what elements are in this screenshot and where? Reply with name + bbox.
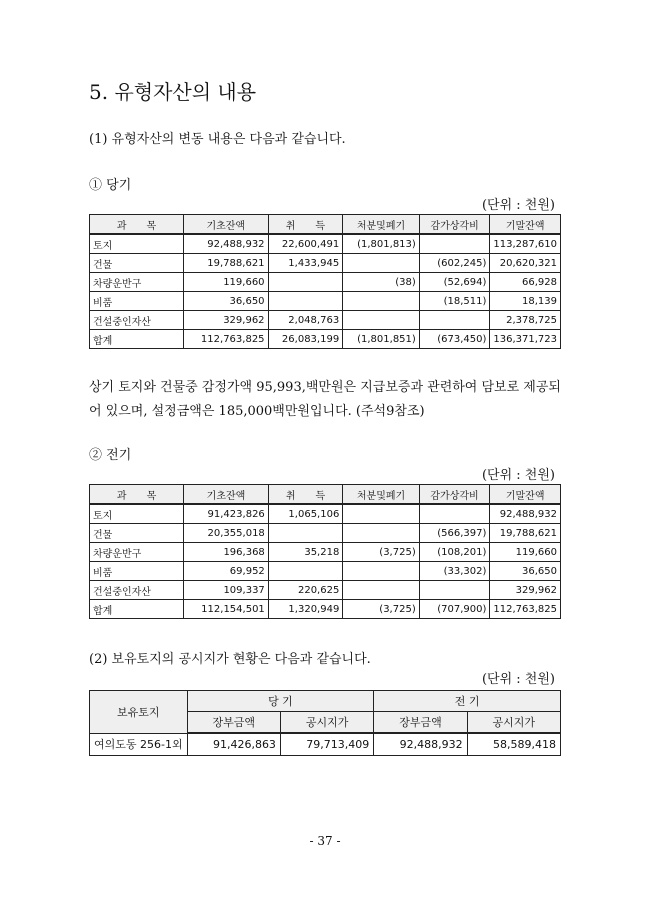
table-row: [90, 581, 561, 600]
current-unit-label: (단위 : 천원): [481, 198, 555, 213]
table-cell: 35,218: [268, 543, 343, 562]
col-header: 기초잔액: [184, 215, 269, 235]
prior-asset-table: [89, 484, 561, 619]
table-cell: 92,488,932: [374, 733, 467, 756]
table-cell: [343, 311, 420, 330]
table-row: [90, 234, 561, 254]
table-cell: 329,962: [490, 581, 561, 600]
col-header: 처분및폐기: [343, 485, 419, 505]
table-row: [90, 600, 561, 619]
table-cell: 92,488,932: [490, 504, 561, 524]
col-header: 기말잔액: [490, 215, 561, 235]
table-cell: [419, 311, 490, 330]
table-cell: 92,488,932: [184, 234, 269, 254]
table-cell: 차량운반구: [90, 543, 184, 562]
table-cell: (602,245): [419, 254, 490, 273]
current-period-label: ① 당기: [89, 178, 132, 193]
table-cell: 18,139: [490, 292, 561, 311]
table-cell: 69,952: [184, 562, 269, 581]
table-cell: 비품: [90, 292, 184, 311]
prior-unit-label: (단위 : 천원): [481, 468, 555, 483]
table-cell: 91,423,826: [184, 504, 269, 524]
table-cell: 1,065,106: [268, 504, 343, 524]
col-header: 기말잔액: [490, 485, 561, 505]
table-cell: 19,788,621: [490, 524, 561, 543]
col-header: 과 목: [90, 485, 184, 505]
table-cell: [419, 504, 490, 524]
table-cell: 22,600,491: [268, 234, 343, 254]
col-header: 감가상각비: [419, 215, 490, 235]
table-cell: [268, 292, 343, 311]
table-cell: 19,788,621: [184, 254, 269, 273]
col-header: 기초잔액: [184, 485, 269, 505]
col-header-prior: 전 기: [374, 691, 561, 712]
section-heading: 5. 유형자산의 내용: [89, 80, 257, 104]
table-cell: (38): [343, 273, 420, 292]
col-header-official: 공시지가: [280, 712, 373, 734]
table-cell: [343, 524, 419, 543]
col-header-book: 장부금액: [374, 712, 467, 734]
collateral-note: 상기 토지와 건물중 감정가액 95,993,백만원은 지급보증과 관련하여 담보로 제공되어 있으며, 설정금액은 185,000백만원입니다. (주석9참조): [89, 380, 561, 419]
table-cell: 36,650: [184, 292, 269, 311]
land-intro-text: (2) 보유토지의 공시지가 현황은 다음과 같습니다.: [89, 652, 371, 667]
table-cell: 2,048,763: [268, 311, 343, 330]
table-cell: 차량운반구: [90, 273, 184, 292]
table-cell: (3,725): [343, 600, 419, 619]
land-price-table: [89, 690, 561, 756]
page-number: - 37 -: [309, 834, 341, 848]
table-cell: 합계: [90, 600, 184, 619]
table-cell: [419, 234, 490, 254]
table-cell: 79,713,409: [280, 733, 373, 756]
col-header-book: 장부금액: [187, 712, 280, 734]
intro-text: (1) 유형자산의 변동 내용은 다음과 같습니다.: [89, 132, 346, 147]
table-cell: 건물: [90, 254, 184, 273]
table-cell: 112,154,501: [184, 600, 269, 619]
table-row: [90, 562, 561, 581]
col-header: 감가상각비: [419, 485, 490, 505]
table-cell: 36,650: [490, 562, 561, 581]
table-cell: [343, 292, 420, 311]
table-cell: [268, 273, 343, 292]
table-cell: 토지: [90, 234, 184, 254]
table-cell: 329,962: [184, 311, 269, 330]
table-cell: (1,801,851): [343, 330, 420, 349]
table-header-row: [90, 485, 561, 505]
table-cell: (52,694): [419, 273, 490, 292]
table-cell: 91,426,863: [187, 733, 280, 756]
table-cell: [343, 581, 419, 600]
table-cell: 건물: [90, 524, 184, 543]
table-cell: [343, 504, 419, 524]
prior-period-label: ② 전기: [89, 448, 132, 463]
table-row: [90, 330, 561, 349]
table-cell: 196,368: [184, 543, 269, 562]
table-cell: [343, 254, 420, 273]
table-cell: [343, 562, 419, 581]
table-cell: (707,900): [419, 600, 490, 619]
table-cell: 119,660: [490, 543, 561, 562]
table-cell: 20,355,018: [184, 524, 269, 543]
table-cell: 26,083,199: [268, 330, 343, 349]
table-cell: (673,450): [419, 330, 490, 349]
table-row: [90, 543, 561, 562]
land-unit-label: (단위 : 천원): [481, 672, 555, 687]
table-header-row: [90, 215, 561, 235]
table-cell: (108,201): [419, 543, 490, 562]
table-cell: (18,511): [419, 292, 490, 311]
table-cell: 1,320,949: [268, 600, 343, 619]
table-row: [90, 254, 561, 273]
table-cell: [419, 581, 490, 600]
table-cell: 119,660: [184, 273, 269, 292]
table-cell: 합계: [90, 330, 184, 349]
col-header-official: 공시지가: [467, 712, 560, 734]
col-header-current: 당 기: [187, 691, 374, 712]
table-cell: 58,589,418: [467, 733, 560, 756]
table-cell: 20,620,321: [490, 254, 561, 273]
table-cell: 66,928: [490, 273, 561, 292]
table-row: [90, 733, 561, 756]
table-header-row: [90, 691, 561, 712]
table-cell: (566,397): [419, 524, 490, 543]
table-cell: [268, 524, 343, 543]
col-header: 과 목: [90, 215, 184, 235]
current-asset-table: [89, 214, 561, 349]
table-cell: 220,625: [268, 581, 343, 600]
table-cell: 여의도동 256-1외: [90, 733, 188, 756]
col-header: 처분및폐기: [343, 215, 420, 235]
table-cell: 1,433,945: [268, 254, 343, 273]
table-cell: 건설중인자산: [90, 311, 184, 330]
table-cell: 비품: [90, 562, 184, 581]
table-cell: [268, 562, 343, 581]
table-row: [90, 292, 561, 311]
table-row: [90, 524, 561, 543]
table-cell: 토지: [90, 504, 184, 524]
table-cell: 112,763,825: [184, 330, 269, 349]
table-cell: (3,725): [343, 543, 419, 562]
col-header-land: 보유토지: [90, 691, 188, 734]
table-row: [90, 504, 561, 524]
col-header: 취 득: [268, 485, 343, 505]
table-row: [90, 273, 561, 292]
table-cell: (1,801,813): [343, 234, 420, 254]
col-header: 취 득: [268, 215, 343, 235]
table-cell: 136,371,723: [490, 330, 561, 349]
table-cell: 113,287,610: [490, 234, 561, 254]
table-cell: 건설중인자산: [90, 581, 184, 600]
table-cell: 2,378,725: [490, 311, 561, 330]
table-row: [90, 311, 561, 330]
table-cell: 109,337: [184, 581, 269, 600]
table-cell: 112,763,825: [490, 600, 561, 619]
table-cell: (33,302): [419, 562, 490, 581]
